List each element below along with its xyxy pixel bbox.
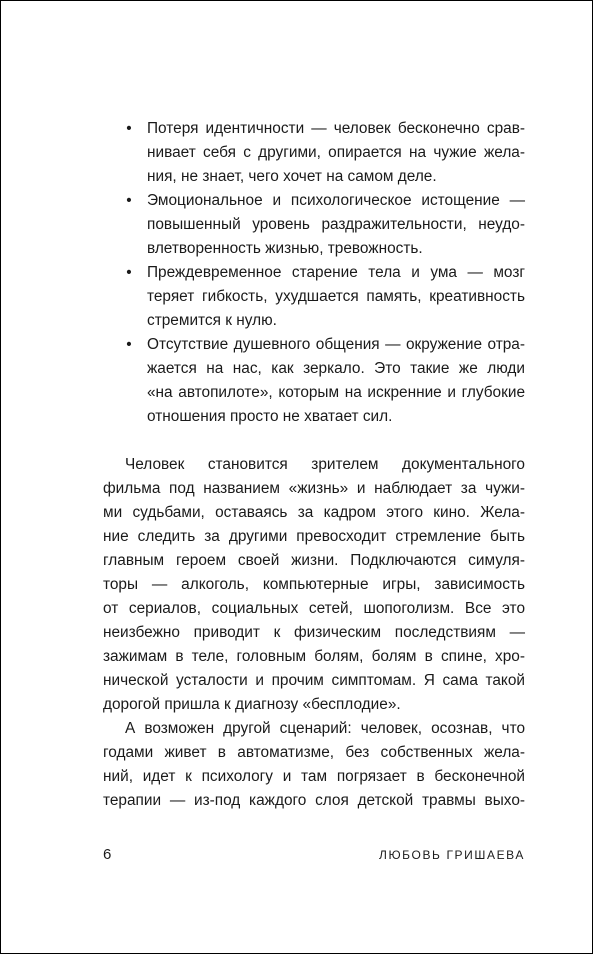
- text-line: Преждевременное старение тела и ума — мозг: [147, 264, 525, 281]
- page-number: 6: [103, 846, 112, 863]
- bullet-item: [103, 333, 525, 429]
- bullet-item: [103, 189, 525, 261]
- text-line: отношения просто не хватает сил.: [147, 408, 393, 425]
- bullet-item: [103, 261, 525, 333]
- text-line: главным героем своей жизни. Подключаются симуля-: [103, 552, 525, 569]
- text-line: ния, не знает, чего хочет на самом деле.: [147, 168, 437, 185]
- text-line: «на автопилоте», которым на искренние и глубокие: [147, 384, 525, 401]
- section-spacer: [103, 429, 525, 453]
- running-head-author: ЛЮБОВЬ ГРИШАЕВА: [378, 848, 525, 862]
- bullet-marker: •: [126, 264, 132, 281]
- text-line: дорогой пришла к диагнозу «бесплодие».: [103, 696, 401, 713]
- text-line: стремится к нулю.: [147, 312, 277, 329]
- page-body: [103, 117, 525, 813]
- paragraph: [103, 453, 525, 717]
- bullet-list: [103, 117, 525, 429]
- bullet-marker: •: [126, 120, 132, 137]
- bullet-item: [103, 117, 525, 189]
- text-line: неизбежно приводит к физическим последствиям —: [103, 624, 525, 641]
- bullet-marker: •: [126, 336, 132, 353]
- text-line: жается на нас, как зеркало. Это такие же люди: [147, 360, 525, 377]
- text-line: ние следить за другими превосходит стремление быть: [103, 528, 525, 545]
- text-line: зажимам в теле, головным болям, болям в спине, хро-: [103, 648, 525, 665]
- text-line: ний, идет к психологу и там погрязает в бесконечной: [103, 768, 525, 785]
- bullet-marker: •: [126, 192, 132, 209]
- text-line: нической усталости и прочим симптомам. Я сама такой: [103, 672, 525, 689]
- text-line: Человек становится зрителем документального: [125, 456, 525, 473]
- paragraph: [103, 717, 525, 813]
- text-line: повышенный уровень раздражительности, неудо-: [147, 216, 525, 233]
- text-line: Эмоциональное и психологическое истощение —: [147, 192, 525, 209]
- text-line: от сериалов, социальных сетей, шопоголизм. Все это: [103, 600, 525, 617]
- text-line: теряет гибкость, ухудшается память, креативность: [147, 288, 525, 305]
- text-line: ми судьбами, оставаясь за кадром этого кино. Жела-: [103, 504, 525, 521]
- text-line: нивает себя с другими, опирается на чужие жела-: [147, 144, 525, 161]
- text-line: влетворенность жизнью, тревожность.: [147, 240, 423, 257]
- text-line: Отсутствие душевного общения — окружение отра-: [147, 336, 525, 353]
- text-line: Потеря идентичности — человек бесконечно срав-: [147, 120, 525, 137]
- text-line: торы — алкоголь, компьютерные игры, зависимость: [103, 576, 525, 593]
- page-footer: [103, 844, 525, 866]
- text-line: терапии — из-под каждого слоя детской травмы выхо-: [103, 792, 525, 809]
- text-line: годами живет в автоматизме, без собственных жела-: [103, 744, 525, 761]
- text-line: фильма под названием «жизнь» и наблюдает за чужи-: [103, 480, 525, 497]
- text-line: А возможен другой сценарий: человек, осознав, что: [125, 720, 525, 737]
